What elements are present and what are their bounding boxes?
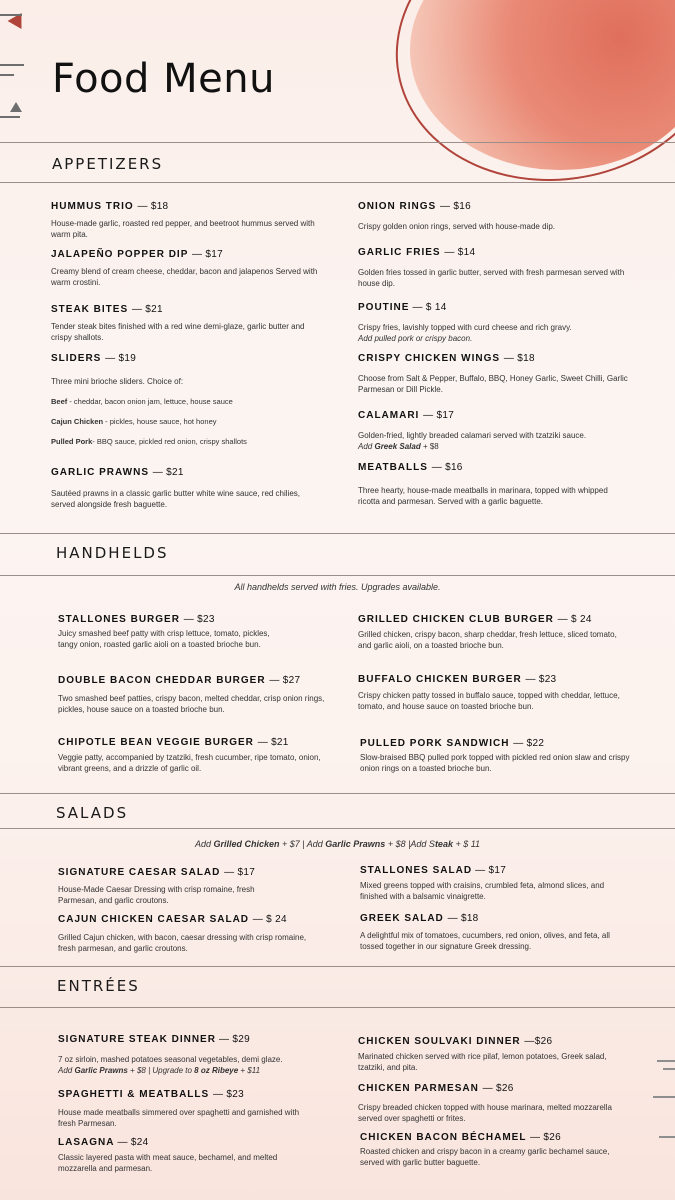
divider — [0, 828, 675, 829]
menu-item: GARLIC PRAWNS — $21 Sautéed prawns in a classic garlic butter white wine sauce, red chilies, served alongside fresh baguette. — [51, 467, 301, 509]
menu-item: SPAGHETTI & MEATBALLS — $23 House made meatballs simmered over spaghetti and garnished with fresh Parmesan. — [58, 1089, 300, 1128]
menu-item: DOUBLE BACON CHEDDAR BURGER — $27 Two smashed beef patties, crispy bacon, melted cheddar, crisp onion rings, pickles, house sauce on a toasted brioche bun. — [58, 675, 325, 714]
menu-item: CAJUN CHICKEN CAESAR SALAD — $ 24 Grilled Cajun chicken, with bacon, caesar dressing with crisp romaine, fresh parmesan, and garlic croutons. — [58, 914, 307, 953]
menu-item: CALAMARI — $17 Golden-fried, lightly breaded calamari served with tzatziki sauce. Add Greek Salad + $8 — [358, 410, 587, 451]
menu-item: CHICKEN SOULVAKI DINNER —$26 Marinated chicken served with rice pilaf, lemon potatoes, Greek salad, tzatziki, and pita. — [358, 1036, 607, 1072]
menu-item: SIGNATURE STEAK DINNER — $29 7 oz sirloin, mashed potatoes seasonal vegetables, demi glaze. Add Garlic Prawns + $8 | Upgrade to 8 oz Ribeye + $11 — [58, 1034, 283, 1075]
divider — [0, 1007, 675, 1008]
decorative-line — [0, 74, 14, 76]
divider — [0, 966, 675, 967]
menu-item: GRILLED CHICKEN CLUB BURGER — $ 24 Grilled chicken, crispy bacon, sharp cheddar, fresh lettuce, sliced tomato, and garlic aioli, on a toasted brioche bun. — [358, 614, 617, 650]
menu-item: HUMMUS TRIO — $18 House-made garlic, roasted red pepper, and beetroot hummus served with warm pita. — [51, 201, 315, 239]
section-title-handhelds: HANDHELDS — [56, 544, 169, 562]
section-note: Add Grilled Chicken + $7 | Add Garlic Prawns + $8 |Add Steak + $ 11 — [194, 839, 481, 849]
menu-item: SIGNATURE CAESAR SALAD — $17 House-Made Caesar Dressing with crisp romaine, fresh Parmesan, and garlic croutons. — [58, 867, 256, 905]
divider — [0, 142, 675, 143]
decorative-line — [0, 116, 20, 118]
decorative-line — [653, 1096, 675, 1098]
menu-item: SLIDERS — $19 Three mini brioche sliders. Choice of: Beef - cheddar, bacon onion jam, lettuce, house sauce Cajun Chicken - pickles, house sauce, hot honey Pulled Pork- BBQ sauce, pickled red onion, crispy shallots — [51, 353, 321, 447]
menu-item: STALLONES SALAD — $17 Mixed greens topped with craisins, crumbled feta, almond slices, and finished with a balsamic vinaigrette. — [360, 865, 605, 901]
divider — [0, 182, 675, 183]
section-title-entrees: ENTRÉES — [57, 977, 140, 995]
section-note: All handhelds served with fries. Upgrades available. — [234, 582, 441, 592]
decorative-line — [657, 1060, 675, 1062]
menu-item: MEATBALLS — $16 Three hearty, house-made meatballs in marinara, topped with whipped ricotta and parmesan. Served with a garlic baguette. — [358, 462, 608, 506]
divider — [0, 533, 675, 534]
divider — [0, 793, 675, 794]
menu-item: POUTINE — $ 14 Crispy fries, lavishly topped with curd cheese and rich gravy. Add pulled pork or crispy bacon. — [358, 302, 572, 343]
section-title-salads: SALADS — [56, 804, 129, 822]
decorative-line — [659, 1136, 675, 1138]
menu-item: CRISPY CHICKEN WINGS — $18 Choose from Salt & Pepper, Buffalo, BBQ, Honey Garlic, Sweet Chilli, Garlic Parmesan or Dill Pickle. — [358, 353, 628, 394]
menu-item: GARLIC FRIES — $14 Golden fries tossed in garlic butter, served with fresh parmesan served with house dip. — [358, 247, 625, 288]
slider-option: Beef - cheddar, bacon onion jam, lettuce, house sauce — [51, 397, 233, 406]
slider-option: Cajun Chicken - pickles, house sauce, hot honey — [51, 417, 217, 426]
decorative-line — [0, 14, 22, 16]
menu-item: STALLONES BURGER — $23 Juicy smashed beef patty with crisp lettuce, tomato, pickles, tangy onion, roasted garlic aioli on a toasted brioche bun. — [58, 614, 270, 649]
menu-item: GREEK SALAD — $18 A delightful mix of tomatoes, cucumbers, red onion, olives, and feta, all tossed together in our signature Greek dressing. — [360, 913, 610, 951]
menu-item: CHICKEN BACON BÉCHAMEL — $26 Roasted chicken and crispy bacon in a creamy garlic bechamel sauce, served with garlic butter baguette. — [360, 1132, 610, 1167]
decorative-line — [663, 1068, 675, 1070]
section-title-appetizers: APPETIZERS — [52, 155, 164, 173]
divider — [0, 575, 675, 576]
menu-item: STEAK BITES — $21 Tender steak bites finished with a red wine demi-glaze, garlic butter and crispy shallots. — [51, 304, 305, 342]
decorative-arc — [374, 0, 675, 207]
slider-option: Pulled Pork- BBQ sauce, pickled red onion, crispy shallots — [51, 437, 247, 446]
decorative-line — [0, 64, 24, 66]
decorative-triangle — [10, 102, 22, 112]
menu-item: LASAGNA — $24 Classic layered pasta with meat sauce, bechamel, and melted mozzarella and parmesan. — [58, 1137, 278, 1173]
page-title: Food Menu — [52, 56, 275, 102]
menu-item: CHICKEN PARMESAN — $26 Crispy breaded chicken topped with house marinara, melted mozzarella served over spaghetti or frites. — [358, 1083, 612, 1123]
menu-item: PULLED PORK SANDWICH — $22 Slow-braised BBQ pulled pork topped with pickled red onion slaw and crispy onion rings on a toasted brioche bun. — [360, 738, 630, 773]
menu-item: ONION RINGS — $16 Crispy golden onion rings, served with house-made dip. — [358, 201, 555, 231]
menu-item: CHIPOTLE BEAN VEGGIE BURGER — $21 Veggie patty, accompanied by tzatziki, fresh cucumber, ripe tomato, onion, vibrant greens, and a drizzle of garlic oil. — [58, 737, 321, 773]
menu-item: BUFFALO CHICKEN BURGER — $23 Crispy chicken patty tossed in buffalo sauce, topped with cheddar, lettuce, tomato, and house sauce on toasted brioche bun. — [358, 674, 620, 711]
menu-item: JALAPEÑO POPPER DIP — $17 Creamy blend of cream cheese, cheddar, bacon and jalapenos Served with warm crostini. — [51, 249, 318, 287]
